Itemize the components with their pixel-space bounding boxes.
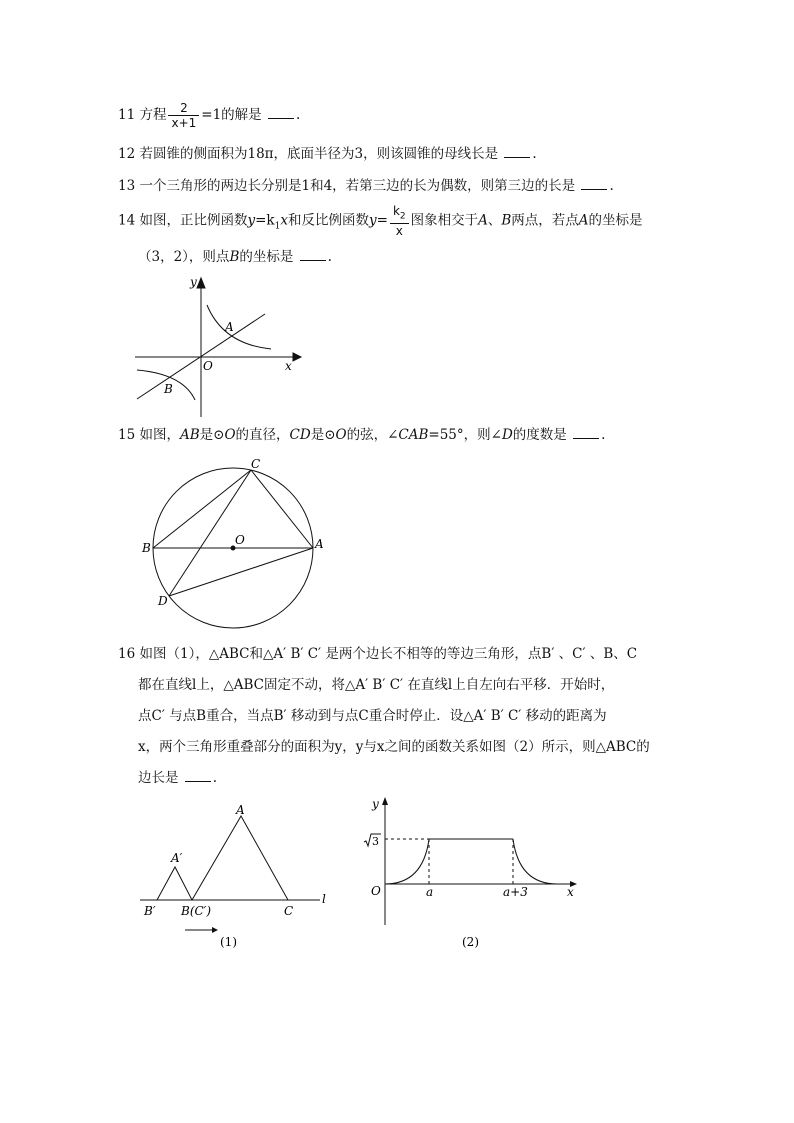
fig14-origin-label: O: [203, 359, 213, 373]
curve-fall: [513, 839, 557, 884]
fig16b-a-label: a: [426, 885, 434, 899]
q16-number: 16: [118, 646, 136, 662]
question-16-line2: 都在直线l上，△ABC固定不动，将△A′ B′ C′ 在直线l上自左向右平移．开始时，: [138, 677, 615, 693]
fig14-x-label: x: [285, 359, 292, 373]
question-13: 13 一个三角形的两边长分别是1和4，若第三边的长为偶数，则第三边的长是 .: [118, 178, 614, 194]
fig16b-x-label: x: [567, 885, 574, 899]
fig16a-bc-label: B(C′): [181, 904, 212, 918]
fig15-b-label: B: [142, 541, 151, 555]
question-14-line2: （3，2），则点B的坐标是 .: [138, 249, 332, 265]
fig16a-ap-label: A′: [171, 851, 183, 865]
answer-blank[interactable]: [268, 106, 294, 119]
q13-number: 13: [118, 178, 136, 194]
question-11: 11 方程 $\frac{2}{x+1}$ =1的解是 .: [118, 101, 301, 130]
answer-blank[interactable]: [581, 177, 607, 190]
fig14-y-label: y: [190, 275, 197, 289]
q16-figure-1: [140, 800, 340, 960]
question-14: 14 如图，正比例函数$y=k_1x$和反比例函数y= $\frac{k_2}{x}$ 图象相交于A、B两点，若点A的坐标是: [118, 204, 643, 239]
question-16: 16 如图（1），△ABC和△A′ B′ C′ 是两个边长不相等的等边三角形，点B′ 、C′ 、B、C: [118, 646, 638, 662]
q12-text: 若圆锥的侧面积为18π，底面半径为3，则该圆锥的母线长是: [139, 146, 499, 162]
fig16a-l-label: l: [322, 892, 326, 906]
curve-rise: [385, 839, 429, 884]
x-axis-arrow: [293, 353, 301, 361]
fig15-d-label: D: [158, 594, 168, 608]
q16-figure-2: [355, 795, 585, 955]
q11-fraction: $\frac{2}{x+1}$: [168, 101, 199, 130]
fig15-a-label: A: [315, 537, 324, 551]
fig16a-c-label: C: [284, 904, 294, 918]
fig16a-bp-label: B′: [144, 904, 156, 918]
answer-blank[interactable]: [573, 426, 599, 439]
fig16b-y-label: y: [372, 797, 379, 811]
q12-number: 12: [118, 146, 136, 162]
q15-circle-figure: [138, 455, 328, 635]
chord-da: [169, 548, 313, 596]
fig16a-caption: (1): [220, 935, 237, 949]
question-16-line3: 点C′ 与点B重合，当点B′ 移动到与点C重合时停止．设△A′ B′ C′ 移动的距离为: [138, 708, 607, 724]
fig14-point-b-label: B: [164, 382, 173, 396]
answer-blank[interactable]: [185, 769, 211, 782]
q15-number: 15: [118, 427, 136, 443]
question-15: 15 如图，AB是⊙O的直径，CD是⊙O的弦，∠CAB=55°，则∠D的度数是 .: [118, 427, 606, 443]
fig2-y-arrow: [382, 797, 388, 805]
triangle-abc: [192, 816, 288, 900]
fig16a-a-label: A: [236, 803, 245, 817]
q14-fraction: $\frac{k_2}{x}$: [390, 204, 409, 238]
answer-blank[interactable]: [300, 248, 326, 261]
y-axis-arrow: [197, 278, 205, 288]
q14-graph-figure: [135, 272, 305, 422]
q11-number: 11: [118, 107, 136, 123]
question-16-line4: x，两个三角形重叠部分的面积为y，y与x之间的函数关系如图（2）所示，则△ABC的: [138, 739, 650, 755]
hyperbola-branch-1: [207, 305, 271, 349]
question-16-line5: 边长是 .: [138, 770, 218, 786]
fig16b-caption: (2): [462, 935, 479, 949]
answer-blank[interactable]: [504, 145, 530, 158]
fig14-point-a-label: A: [225, 320, 234, 334]
question-12: 12 若圆锥的侧面积为18π，底面半径为3，则该圆锥的母线长是 .: [118, 146, 537, 162]
q14-number: 14: [118, 212, 136, 229]
triangle-a-prime: [157, 867, 192, 900]
q13-text: 一个三角形的两边长分别是1和4，若第三边的长为偶数，则第三边的长是: [139, 178, 576, 194]
fig15-c-label: C: [251, 457, 261, 471]
direction-arrowhead: [212, 927, 218, 933]
fig16b-o-label: O: [371, 884, 381, 898]
fig16b-a3-label: a+3: [503, 885, 528, 899]
fig16b-sqrt3-label: 3: [372, 835, 379, 848]
chord-ca: [251, 470, 313, 548]
fig15-o-label: O: [235, 533, 245, 547]
